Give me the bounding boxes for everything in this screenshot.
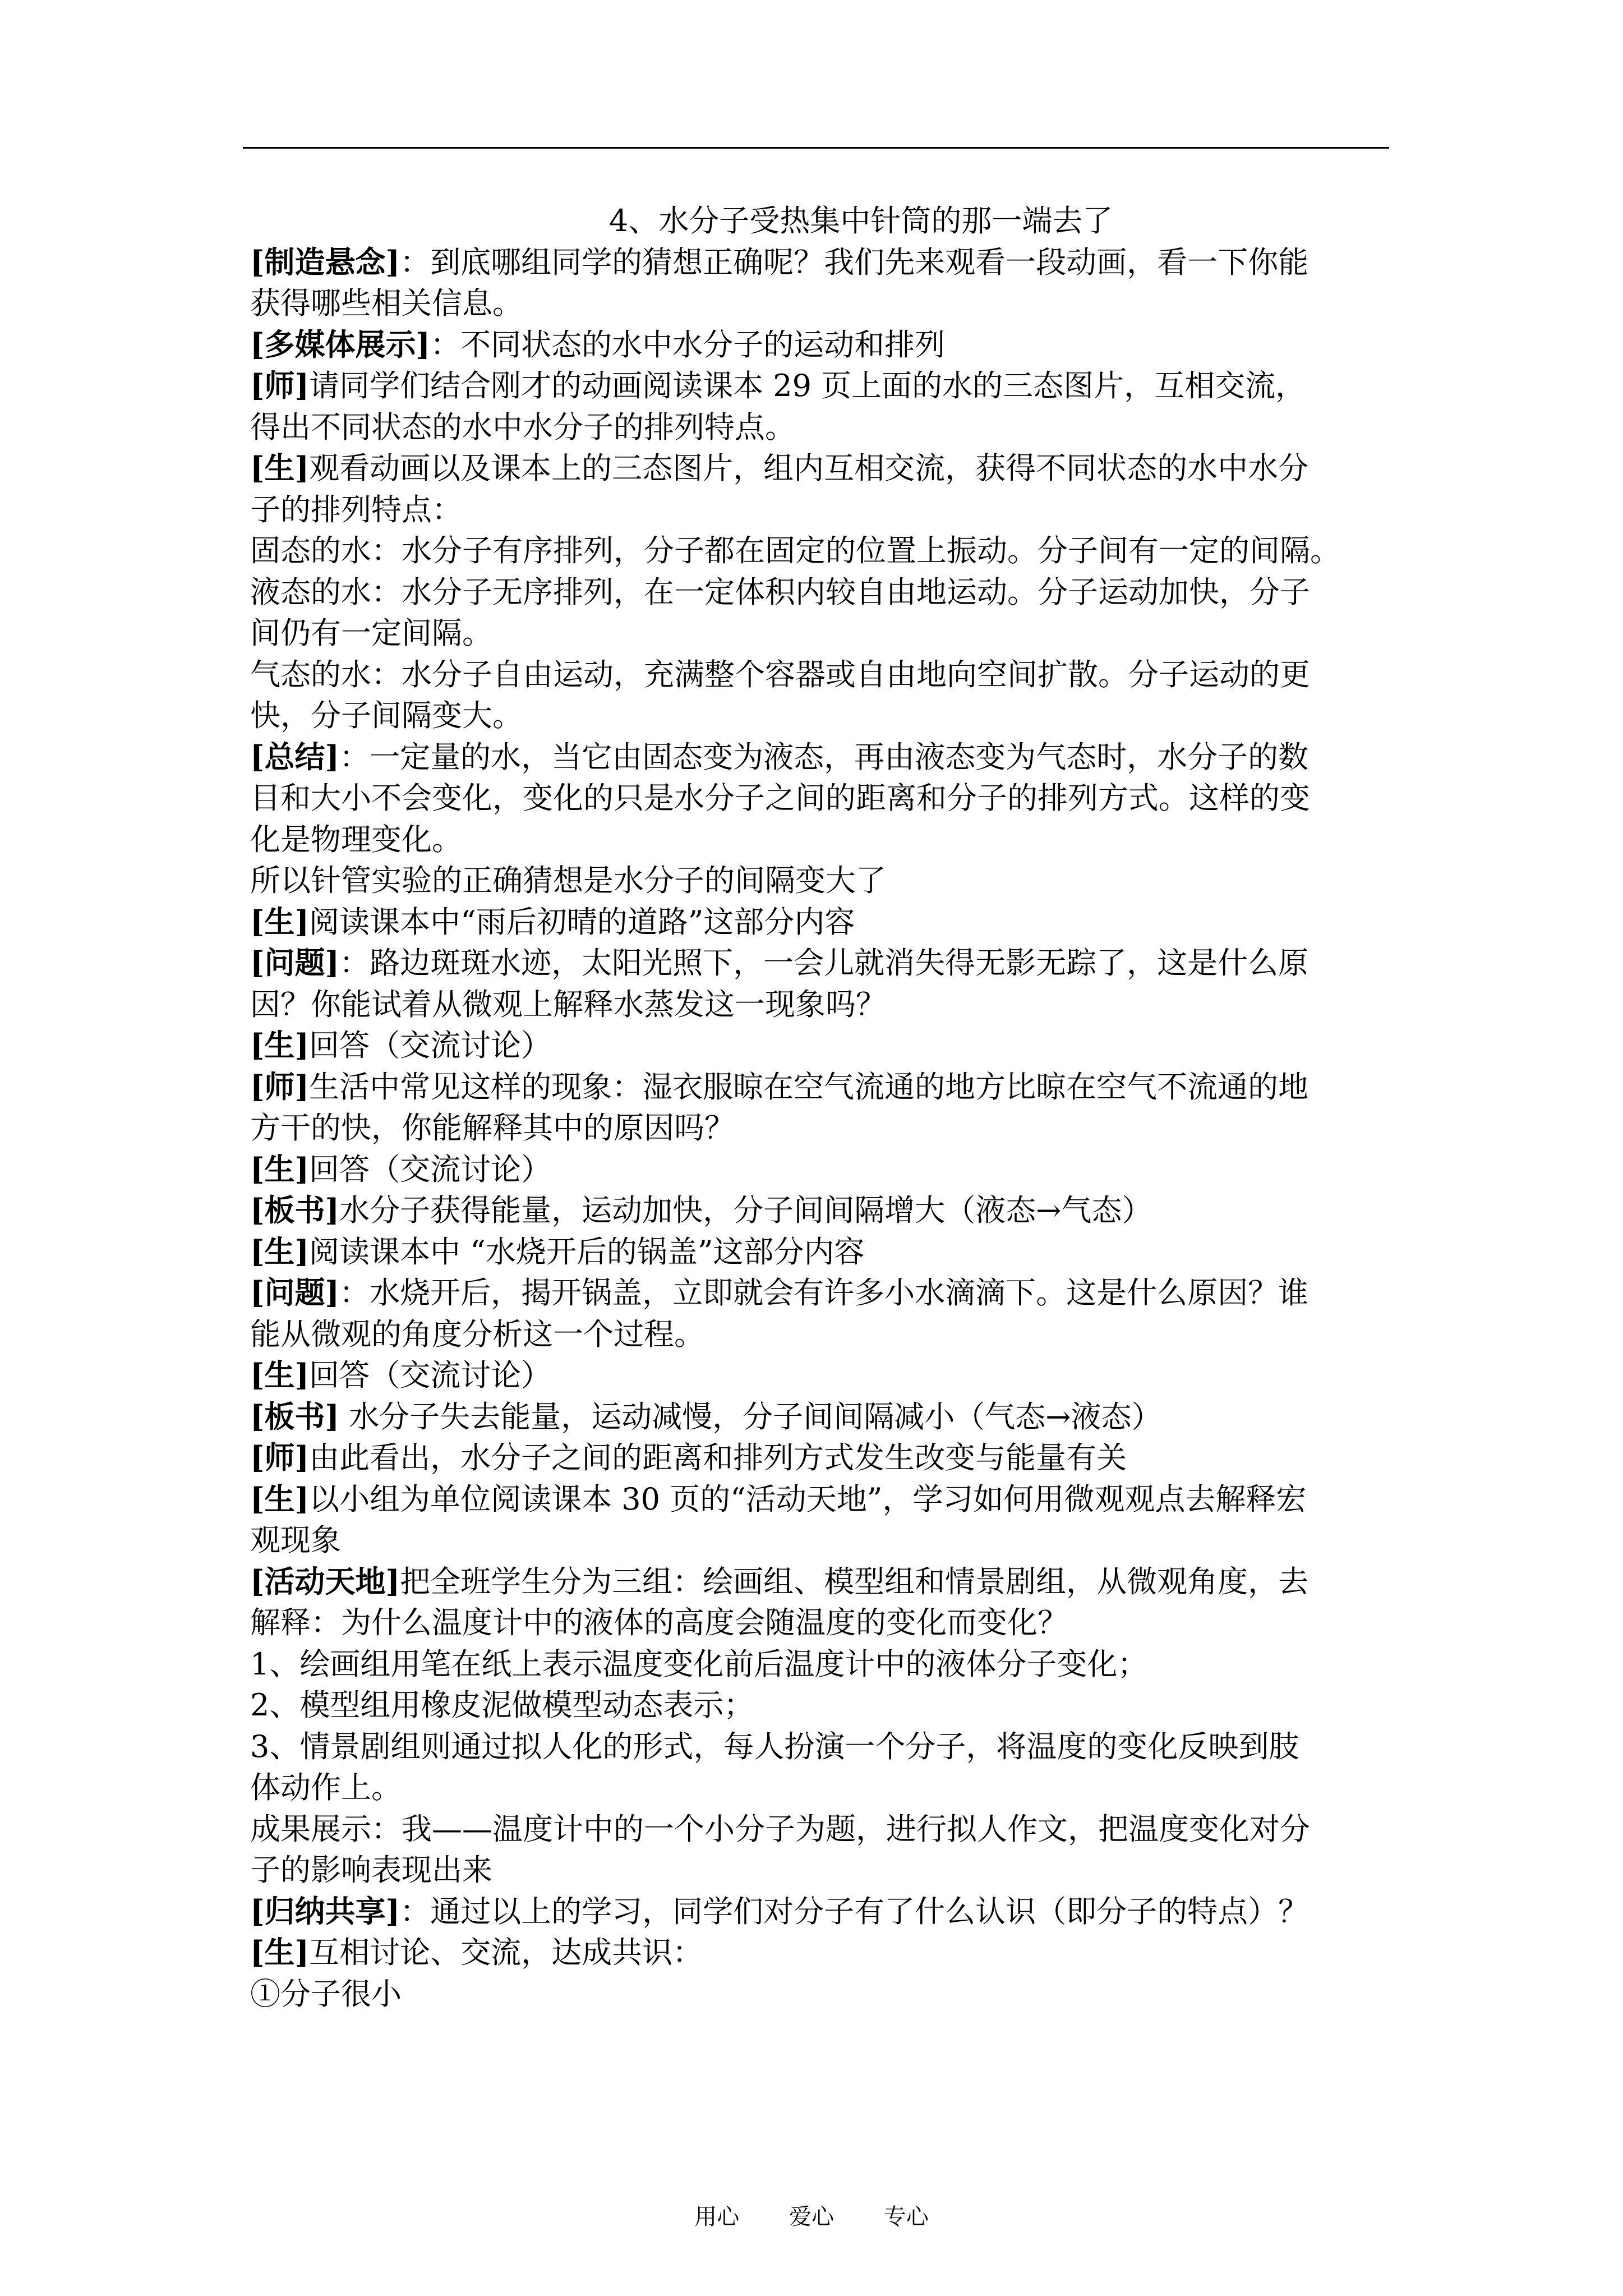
speaker-tag: [生] [250,1480,310,1517]
speaker-tag: [师] [250,1439,310,1475]
line-text: 目和大小不会变化，变化的只是水分子之间的距离和分子的排列方式。这样的变 [250,780,1310,816]
text-line [250,1602,1394,1644]
speaker-tag: [生] [250,1934,310,1970]
line-text: ：一定量的水，当它由固态变为液态，再由液态变为气态时，水分子的数 [339,739,1309,775]
text-line [250,1314,1394,1355]
line-text: ：水烧开后，揭开锅盖，立即就会有许多小水滴滴下。这是什么原因？谁 [339,1275,1309,1310]
text-line [250,324,1394,366]
text-line [250,613,1394,654]
text-line [250,777,1394,819]
text-line [250,1849,1394,1891]
line-text: 3、情景剧组则通过拟人化的形式，每人扮演一个分子，将温度的变化反映到肢 [250,1728,1299,1764]
line-text: 1、绘画组用笔在纸上表示温度变化前后温度计中的液体分子变化； [250,1646,1148,1682]
line-text: 气态的水：水分子自由运动，充满整个容器或自由地向空间扩散。分子运动的更 [250,656,1310,692]
text-line [250,448,1394,489]
speaker-tag: [总结] [250,738,340,775]
text-line [250,283,1394,324]
footer-word: 爱心 [789,2204,834,2230]
line-text: 以小组为单位阅读课本 30 页的“活动天地”，学习如何用微观观点去解释宏 [309,1481,1307,1517]
text-line [250,1685,1394,1726]
text-line [250,860,1394,901]
speaker-tag: [板书] [250,1398,340,1434]
text-line [250,1272,1394,1314]
line-text: 液态的水：水分子无序排列，在一定体积内较自由地运动。分子运动加快，分子 [250,574,1310,610]
line-text: 2、模型组用橡皮泥做模型动态表示； [250,1687,754,1723]
text-line [250,1149,1394,1190]
line-text: 观现象 [250,1522,341,1558]
line-text: ：通过以上的学习，同学们对分子有了什么认识（即分子的特点）？ [400,1893,1309,1929]
text-line [250,1231,1394,1273]
speaker-tag: [生] [250,1027,310,1063]
text-line [250,365,1394,407]
line-text: 成果展示：我——温度计中的一个小分子为题，进行拟人作文，把温度变化对分 [250,1811,1310,1847]
speaker-tag: [问题] [250,1274,340,1310]
text-line [250,1107,1394,1149]
line-text: 所以针管实验的正确猜想是水分子的间隔变大了 [250,863,886,898]
text-line [250,1644,1394,1685]
footer-word: 用心 [694,2204,740,2230]
section-heading: 4、水分子受热集中针筒的那一端去了 [609,203,1113,238]
text-line [250,695,1394,737]
line-text: 由此看出，水分子之间的距离和排列方式发生改变与能量有关 [309,1440,1127,1475]
line-text: 间仍有一定间隔。 [250,615,492,651]
text-line [250,1355,1394,1396]
speaker-tag: [师] [250,367,310,403]
text-line [250,737,1394,778]
line-text: 获得哪些相关信息。 [250,286,523,321]
line-text: 回答（交流讨论） [309,1358,552,1393]
speaker-tag: [师] [250,1068,310,1105]
text-line [250,1891,1394,1932]
line-text: 观看动画以及课本上的三态图片，组内互相交流，获得不同状态的水中水分 [309,450,1309,486]
text-line [250,1809,1394,1850]
line-text: 因？你能试着从微观上解释水蒸发这一现象吗？ [250,986,886,1022]
text-line [250,1973,1394,2015]
line-text: 请同学们结合刚才的动画阅读课本 29 页上面的水的三态图片，互相交流， [309,368,1306,403]
text-line [250,1767,1394,1809]
line-text: 快，分子间隔变大。 [250,698,523,733]
text-line [250,1520,1394,1561]
line-text: 化是物理变化。 [250,821,462,857]
speaker-tag: [制造悬念] [250,243,400,280]
text-line [250,942,1394,984]
speaker-tag: [生] [250,903,310,940]
speaker-tag: [活动天地] [250,1563,400,1599]
line-text: ：到底哪组同学的猜想正确呢？我们先来观看一段动画，看一下你能 [400,244,1309,280]
line-text: 水分子失去能量，运动减慢，分子间间隔减小（气态→液态） [339,1398,1162,1434]
line-text: 回答（交流讨论） [309,1151,552,1187]
text-line [250,242,1394,283]
text-line [250,530,1394,572]
line-text: 水分子获得能量，运动加快，分子间间隔增大（液态→气态） [339,1193,1152,1228]
line-text: 体动作上。 [250,1770,402,1805]
line-text: 方干的快，你能解释其中的原因吗？ [250,1110,735,1145]
footer-word: 专心 [883,2204,929,2230]
line-text: 解释：为什么温度计中的液体的高度会随温度的变化而变化？ [250,1605,1068,1640]
speaker-tag: [生] [250,450,310,486]
line-text: 固态的水：水分子有序排列，分子都在固定的位置上振动。分子间有一定的间隔。 [250,533,1340,568]
speaker-tag: [归纳共享] [250,1893,400,1929]
text-line [250,1932,1394,1973]
text-line [250,1726,1394,1768]
text-line [250,407,1394,448]
text-line [250,819,1394,861]
text-line [250,489,1394,531]
text-line [250,984,1394,1025]
page-footer [0,2200,1623,2234]
line-text: ：路边斑斑水迹，太阳光照下，一会儿就消失得无影无踪了，这是什么原 [339,945,1309,981]
text-line [250,654,1394,696]
speaker-tag: [问题] [250,945,340,981]
line-text: 子的排列特点： [250,491,462,527]
line-text: 得出不同状态的水中水分子的排列特点。 [250,409,795,445]
line-text: ①分子很小 [250,1976,402,2012]
line-text: ：不同状态的水中水分子的运动和排列 [430,326,946,362]
speaker-tag: [生] [250,1357,310,1393]
line-text: 互相讨论、交流，达成共识： [309,1935,703,1970]
text-line [250,1479,1394,1520]
speaker-tag: [生] [250,1233,310,1269]
line-text: 能从微观的角度分析这一个过程。 [250,1316,704,1352]
speaker-tag: [生] [250,1151,310,1187]
line-text: 回答（交流讨论） [309,1028,552,1063]
line-text: 把全班学生分为三组：绘画组、模型组和情景剧组，从微观角度，去 [400,1563,1309,1599]
paragraph-lines [250,242,1394,2015]
text-line [250,1561,1394,1603]
line-text: 子的影响表现出来 [250,1852,492,1888]
text-line [250,572,1394,613]
header-rule [243,147,1389,149]
document-body [250,200,1394,2014]
text-line [250,1025,1394,1066]
line-text: 阅读课本中“雨后初晴的道路”这部分内容 [309,904,855,940]
text-line [250,1437,1394,1479]
line-text: 生活中常见这样的现象：湿衣服晾在空气流通的地方比晾在空气不流通的地 [309,1069,1309,1105]
speaker-tag: [板书] [250,1192,340,1228]
text-line [250,1190,1394,1231]
text-line [250,901,1394,943]
text-line [250,1396,1394,1438]
line-text: 阅读课本中 “水烧开后的锅盖”这部分内容 [309,1234,865,1269]
text-line [250,1066,1394,1108]
speaker-tag: [多媒体展示] [250,326,431,362]
